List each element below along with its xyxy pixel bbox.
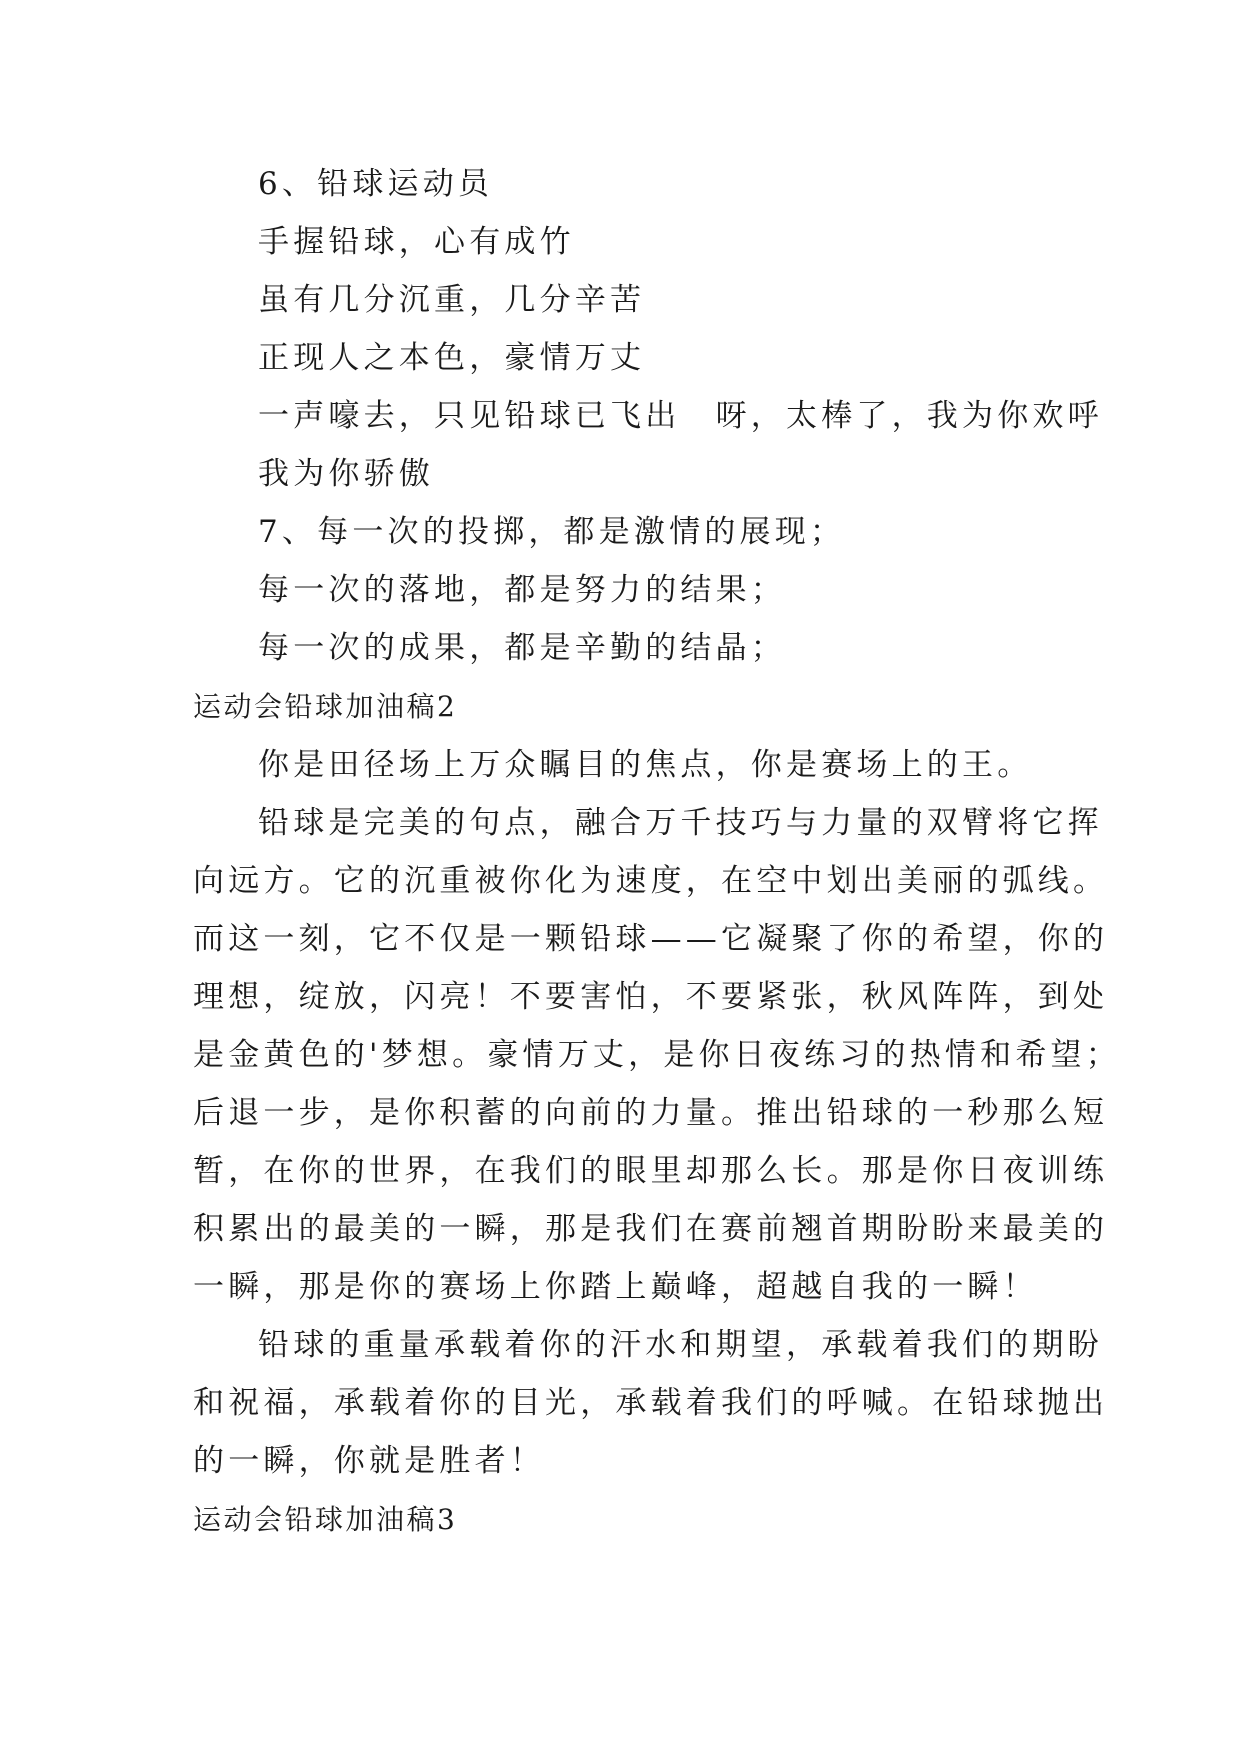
poem6-line: 手握铅球，心有成竹: [258, 224, 575, 260]
paragraph-line: 后退一步，是你积蓄的向前的力量。推出铅球的一秒那么短: [193, 1095, 1109, 1131]
section-heading: 运动会铅球加油稿2: [193, 690, 458, 723]
paragraph-line: 铅球的重量承载着你的汗水和期望，承载着我们的期盼: [258, 1327, 1103, 1363]
poem6-line: 虽有几分沉重，几分辛苦: [258, 282, 646, 318]
poem6-line: 6、铅球运动员: [258, 166, 494, 202]
paragraph-line: 积累出的最美的一瞬，那是我们在赛前翘首期盼盼来最美的: [193, 1211, 1109, 1247]
section-heading: 运动会铅球加油稿3: [193, 1503, 458, 1536]
paragraph-line: 和祝福，承载着你的目光，承载着我们的呼喊。在铅球抛出: [193, 1385, 1109, 1421]
poem6-line: 正现人之本色，豪情万丈: [258, 340, 646, 376]
paragraph-line: 铅球是完美的句点，融合万千技巧与力量的双臂将它挥: [258, 805, 1103, 841]
paragraph-line: 向远方。它的沉重被你化为速度，在空中划出美丽的弧线。: [193, 863, 1109, 899]
poem7-line: 每一次的成果，都是辛勤的结晶；: [258, 630, 786, 666]
poem6-line: 一声嚎去，只见铅球已飞出 呀，太棒了，我为你欢呼: [258, 398, 1103, 434]
paragraph-line: 你是田径场上万众瞩目的焦点，你是赛场上的王。: [258, 747, 1033, 783]
paragraph-line: 理想，绽放，闪亮！不要害怕，不要紧张，秋风阵阵，到处: [193, 979, 1109, 1015]
poem7-line: 7、每一次的投掷，都是激情的展现；: [258, 514, 846, 550]
poem7-line: 每一次的落地，都是努力的结果；: [258, 572, 786, 608]
paragraph-line: 一瞬，那是你的赛场上你踏上巅峰，超越自我的一瞬！: [193, 1269, 1038, 1305]
paragraph-line: 是金黄色的'梦想。豪情万丈，是你日夜练习的热情和希望；: [193, 1037, 1121, 1073]
paragraph-line: 而这一刻，它不仅是一颗铅球——它凝聚了你的希望，你的: [193, 921, 1109, 957]
paragraph-line: 的一瞬，你就是胜者！: [193, 1443, 545, 1479]
paragraph-line: 暂，在你的世界，在我们的眼里却那么长。那是你日夜训练: [193, 1153, 1109, 1189]
poem6-line: 我为你骄傲: [258, 456, 434, 492]
